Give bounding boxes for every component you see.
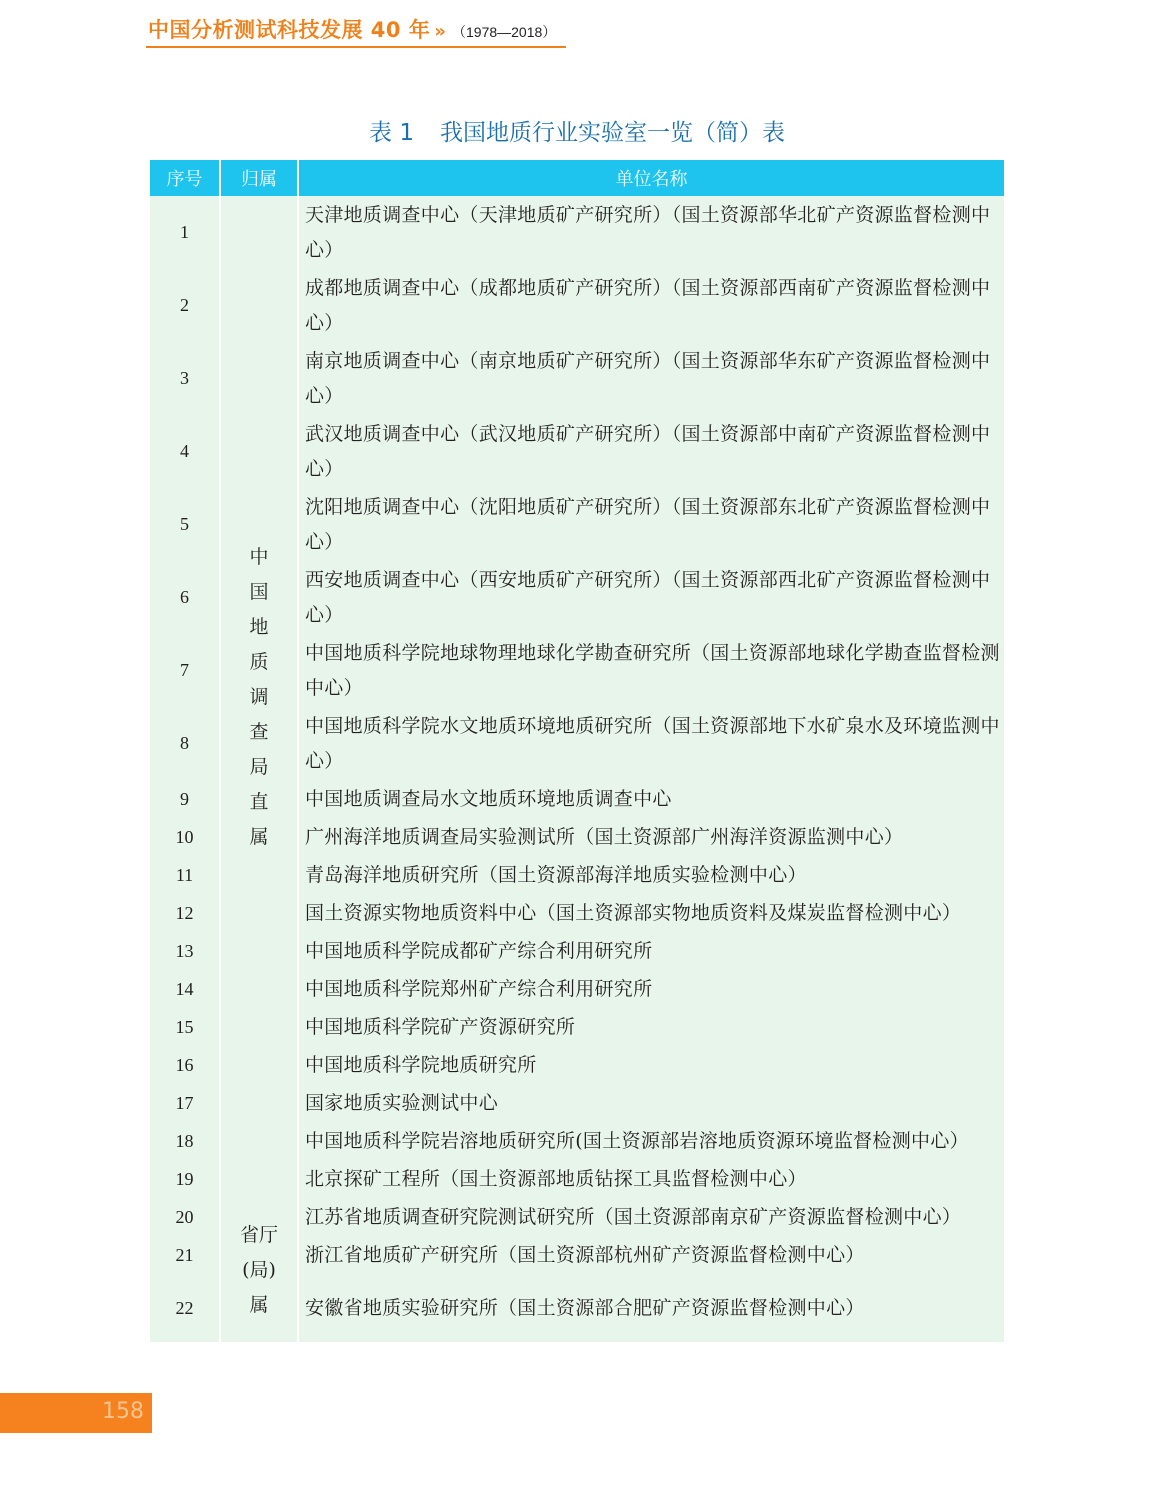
unit-name: 中国地质科学院地质研究所 xyxy=(298,1046,1004,1084)
row-number: 4 xyxy=(150,415,220,488)
row-number: 21 xyxy=(150,1236,220,1274)
unit-name: 安徽省地质实验研究所（国土资源部合肥矿产资源监督检测中心） xyxy=(298,1274,1004,1342)
row-number: 7 xyxy=(150,634,220,707)
table-caption: 我国地质行业实验室一览（简）表 xyxy=(439,120,785,146)
unit-name: 武汉地质调查中心（武汉地质矿产研究所）（国土资源部中南矿产资源监督检测中心） xyxy=(298,415,1004,488)
row-number: 8 xyxy=(150,707,220,780)
page-number-tab xyxy=(0,1393,152,1433)
row-number: 10 xyxy=(150,818,220,856)
double-chevron-icon: » xyxy=(434,21,446,42)
unit-name: 沈阳地质调查中心（沈阳地质矿产研究所）（国土资源部东北矿产资源监督检测中心） xyxy=(298,488,1004,561)
affiliation-label: 省厅(局)属 xyxy=(239,1223,278,1316)
unit-name: 中国地质科学院矿产资源研究所 xyxy=(298,1008,1004,1046)
unit-name: 中国地质科学院水文地质环境地质研究所（国土资源部地下水矿泉水及环境监测中心） xyxy=(298,707,1004,780)
header-affiliation: 归属 xyxy=(220,160,298,196)
affiliation-cgs xyxy=(220,196,298,1198)
year-range: （1978—2018） xyxy=(452,24,557,40)
table-title xyxy=(150,114,1004,147)
page-number: 158 xyxy=(102,1399,144,1424)
row-number: 18 xyxy=(150,1122,220,1160)
row-number: 3 xyxy=(150,342,220,415)
row-number: 19 xyxy=(150,1160,220,1198)
unit-name: 中国地质科学院成都矿产综合利用研究所 xyxy=(298,932,1004,970)
unit-name: 中国地质科学院岩溶地质研究所(国土资源部岩溶地质资源环境监督检测中心） xyxy=(298,1122,1004,1160)
unit-name: 南京地质调查中心（南京地质矿产研究所）（国土资源部华东矿产资源监督检测中心） xyxy=(298,342,1004,415)
row-number: 2 xyxy=(150,269,220,342)
affiliation-provincial xyxy=(220,1198,298,1342)
row-number: 12 xyxy=(150,894,220,932)
row-number: 16 xyxy=(150,1046,220,1084)
unit-name: 西安地质调查中心（西安地质矿产研究所）（国土资源部西北矿产资源监督检测中心） xyxy=(298,561,1004,634)
unit-name: 中国地质科学院郑州矿产综合利用研究所 xyxy=(298,970,1004,1008)
affiliation-label: 中国地质调查局直属 xyxy=(249,545,269,848)
unit-name: 国家地质实验测试中心 xyxy=(298,1084,1004,1122)
row-number: 9 xyxy=(150,780,220,818)
row-number: 11 xyxy=(150,856,220,894)
header-unit-name: 单位名称 xyxy=(298,160,1004,196)
unit-name: 浙江省地质矿产研究所（国土资源部杭州矿产资源监督检测中心） xyxy=(298,1236,1004,1274)
row-number: 13 xyxy=(150,932,220,970)
row-number: 5 xyxy=(150,488,220,561)
unit-name: 北京探矿工程所（国土资源部地质钻探工具监督检测中心） xyxy=(298,1160,1004,1198)
unit-name: 国土资源实物地质资料中心（国土资源部实物地质资料及煤炭监督检测中心） xyxy=(298,894,1004,932)
table-row xyxy=(150,196,1004,269)
row-number: 6 xyxy=(150,561,220,634)
row-number: 14 xyxy=(150,970,220,1008)
running-header xyxy=(148,14,556,44)
row-number: 22 xyxy=(150,1274,220,1342)
row-number: 1 xyxy=(150,196,220,269)
unit-name: 青岛海洋地质研究所（国土资源部海洋地质实验检测中心） xyxy=(298,856,1004,894)
header-seq: 序号 xyxy=(150,160,220,196)
row-number: 20 xyxy=(150,1198,220,1236)
row-number: 17 xyxy=(150,1084,220,1122)
table-header-row xyxy=(150,160,1004,196)
unit-name: 成都地质调查中心（成都地质矿产研究所）（国土资源部西南矿产资源监督检测中心） xyxy=(298,269,1004,342)
unit-name: 广州海洋地质调查局实验测试所（国土资源部广州海洋资源监测中心） xyxy=(298,818,1004,856)
book-title: 中国分析测试科技发展 40 年 xyxy=(148,18,431,42)
unit-name: 中国地质调查局水文地质环境地质调查中心 xyxy=(298,780,1004,818)
table-row xyxy=(150,1198,1004,1236)
unit-name: 江苏省地质调查研究院测试研究所（国土资源部南京矿产资源监督检测中心） xyxy=(298,1198,1004,1236)
unit-name: 天津地质调查中心（天津地质矿产研究所）（国土资源部华北矿产资源监督检测中心） xyxy=(298,196,1004,269)
header-rule xyxy=(146,46,566,48)
row-number: 15 xyxy=(150,1008,220,1046)
table-number: 表 1 xyxy=(369,120,414,146)
unit-name: 中国地质科学院地球物理地球化学勘查研究所（国土资源部地球化学勘查监督检测中心） xyxy=(298,634,1004,707)
lab-table xyxy=(150,160,1004,1342)
